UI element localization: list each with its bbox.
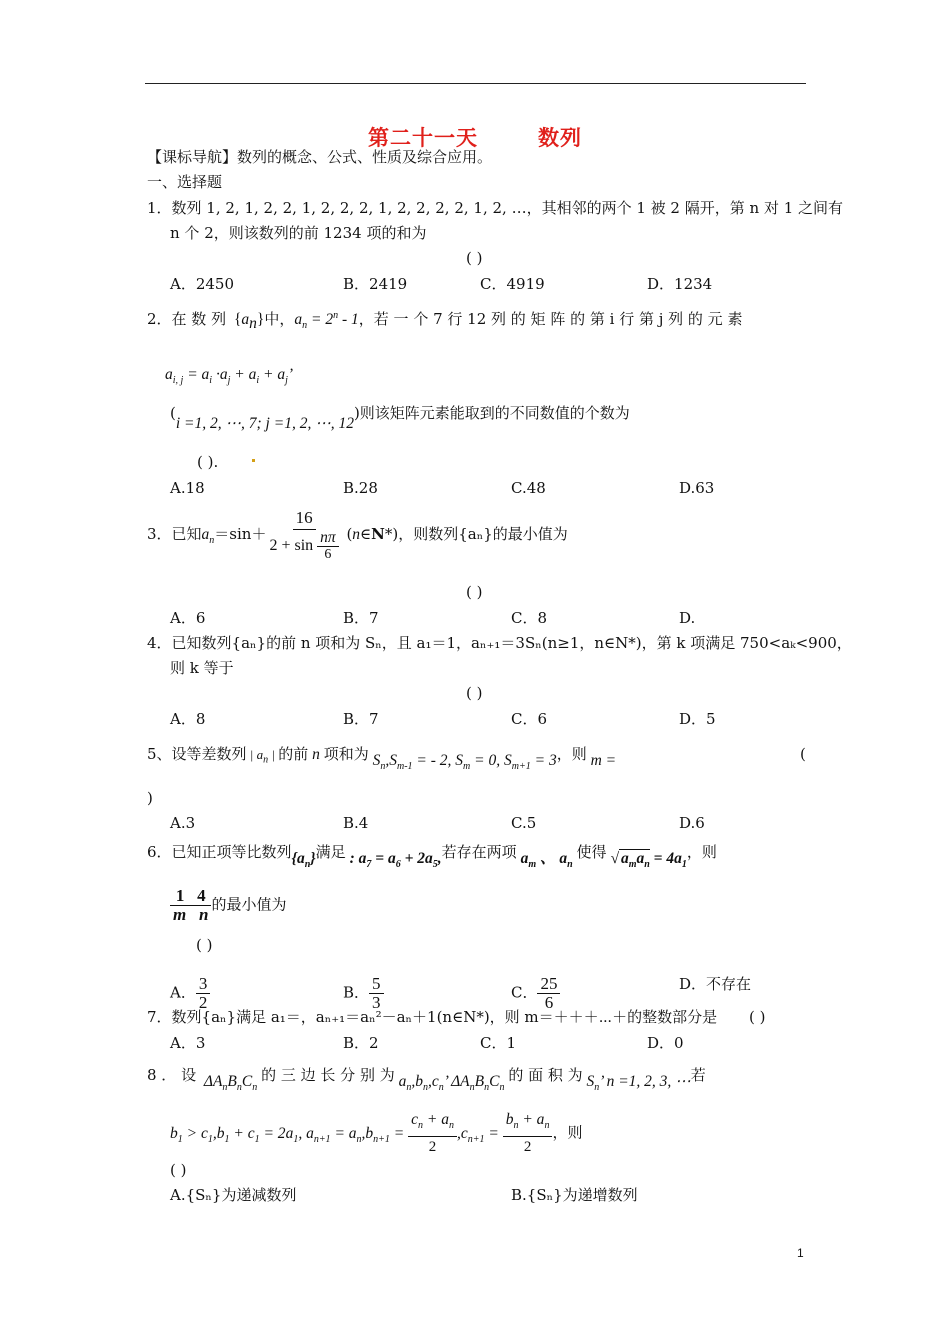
q6-option-d: D．不存在 bbox=[679, 975, 752, 993]
q4-line2: 则 k 等于 bbox=[170, 659, 234, 677]
q7-option-a: A．3 bbox=[170, 1034, 206, 1052]
q6-line1: 6．已知正项等比数列$\{a_n\}$满足 : $a_7 = a_6 + 2a_5$,若存在两项 $a_m$ 、 $a_n$ 使得 √ $a_ma_n = 4a_1$，则 bbox=[147, 843, 717, 871]
q5-option-d: D.6 bbox=[679, 814, 705, 832]
q3-fraction: 16 2 + sin $\frac{n\pi}{6}$ bbox=[266, 507, 341, 563]
intro-text: 【课标导航】数列的概念、公式、性质及综合应用。 bbox=[147, 148, 493, 166]
q2-seq: $\{a_n\}$ bbox=[230, 311, 265, 333]
q2-def: $a_n = 2^n - 1$ bbox=[294, 310, 359, 332]
q3-option-a: A．6 bbox=[170, 609, 206, 627]
q1-option-a: A．2450 bbox=[170, 275, 235, 293]
q6-option-a: A． $\frac{3}{2}$ bbox=[170, 975, 210, 1012]
page-number: 1 bbox=[797, 1246, 804, 1260]
stray-dot bbox=[252, 459, 255, 462]
q2-element-formula: $a_{i, j} = a_i \cdot a_j + a_i + a_j$’ bbox=[165, 366, 294, 387]
q5-option-c: C.5 bbox=[511, 814, 537, 832]
q2-option-a: A.18 bbox=[170, 479, 205, 497]
title-day: 第二十一天 bbox=[368, 126, 478, 150]
q2-range: i =1, 2, ⋯, 7; j =1, 2, ⋯, 12 bbox=[175, 415, 354, 432]
q7-line: 7．数列{aₙ}满足 a₁＝，aₙ₊₁＝aₙ²－aₙ＋1(n∈N*)，则 m＝＋＋＋⋯＋的整数部分是 bbox=[147, 1008, 718, 1026]
title-topic: 数列 bbox=[538, 126, 582, 150]
q2-suffix: ，若 一 个 7 行 12 列 的 矩 阵 的 第 i 行 第 j 列 的 元 素 bbox=[358, 310, 743, 329]
q1-answer-paren: ( ) bbox=[466, 249, 483, 267]
q2-question: )则该矩阵元素能取到的不同数值的个数为 bbox=[353, 404, 630, 422]
q2-option-b: B.28 bbox=[343, 479, 378, 497]
q8-frac-c: $\frac{b_n + a_n}{2}$ bbox=[503, 1110, 553, 1157]
q1-line1: 1．数列 1, 2, 1, 2, 2, 1, 2, 2, 2, 1, 2, 2, 2, 2, 1, 2, …，其相邻的两个 1 被 2 隔开，第 n 对 1 之间有 bbox=[147, 199, 844, 217]
q2-prefix: 2．在 数 列 bbox=[147, 310, 227, 329]
q5-option-b: B.4 bbox=[343, 814, 369, 832]
q3-option-b: B．7 bbox=[343, 609, 379, 627]
q4-line1: 4．已知数列{aₙ}的前 n 项和为 Sₙ，且 a₁＝1，aₙ₊₁＝3Sₙ(n≥1，n∈N*)，第 k 项满足 750<aₖ<900， bbox=[147, 634, 852, 652]
q8-option-b: B.{Sₙ}为递增数列 bbox=[511, 1186, 638, 1204]
q8-frac-b: $\frac{c_n + a_n}{2}$ bbox=[408, 1110, 457, 1157]
q2-line1: 2．在 数 列 $\{a_n\}$中，$a_n = 2^n - 1$，若 一 个 7 行 12 列 的 矩 阵 的 第 i 行 第 j 列 的 元 素 bbox=[147, 310, 743, 333]
q6-option-b: B． $\frac{5}{3}$ bbox=[343, 975, 384, 1012]
q7-option-b: B．2 bbox=[343, 1034, 379, 1052]
q4-answer-paren: ( ) bbox=[466, 684, 483, 702]
q6-option-c-fraction: $\frac{25}{6}$ bbox=[537, 975, 560, 1012]
q8-answer-paren: ( ) bbox=[170, 1161, 187, 1179]
q2-option-c: C.48 bbox=[511, 479, 546, 497]
q2-line3: (i =1, 2, ⋯, 7; j =1, 2, ⋯, 12)则该矩阵元素能取到的不同数值的个数为 bbox=[170, 404, 630, 432]
q2-answer-paren: ( ). bbox=[197, 453, 219, 471]
q4-option-c: C．6 bbox=[511, 710, 548, 728]
q3-option-c: C．8 bbox=[511, 609, 548, 627]
q4-option-d: D．5 bbox=[679, 710, 716, 728]
q4-option-b: B．7 bbox=[343, 710, 379, 728]
q1-line2: n 个 2，则该数列的前 1234 项的和为 bbox=[170, 224, 427, 242]
q1-option-c: C．4919 bbox=[480, 275, 545, 293]
q1-option-b: B．2419 bbox=[343, 275, 408, 293]
q5-option-a: A.3 bbox=[170, 814, 196, 832]
q1-option-d: D．1234 bbox=[647, 275, 713, 293]
section-heading: 一、选择题 bbox=[147, 173, 223, 191]
q5-paren-right: ) bbox=[147, 789, 153, 807]
q6-expr: $\frac{1 4}{\text{m n}}$ bbox=[170, 887, 211, 924]
q6-line2: $\frac{1 4}{\text{m n}}$ 的最小值为 bbox=[170, 887, 286, 924]
q7-option-c: C．1 bbox=[480, 1034, 517, 1052]
q8-option-a: A.{Sₙ}为递减数列 bbox=[170, 1186, 297, 1204]
q6-option-c: C． $\frac{25}{6}$ bbox=[511, 975, 560, 1012]
q6-option-b-fraction: $\frac{5}{3}$ bbox=[369, 975, 384, 1012]
q4-option-a: A．8 bbox=[170, 710, 206, 728]
q7-answer-paren: ( ) bbox=[749, 1008, 766, 1026]
q3-option-d: D. bbox=[679, 609, 696, 627]
q8-line1: 8 ． 设 $\Delta A_nB_nC_n$ 的 三 边 长 分 别 为 $a_n,b_n,c_n$’ $\Delta A_nB_nC_n$ 的 面 积 为 $S_n$’ n =1, 2, 3, ⋯若 bbox=[147, 1066, 706, 1094]
q6-option-a-fraction: $\frac{3}{2}$ bbox=[196, 975, 211, 1012]
q8-line2: $b_1 > c_1,b_1 + c_1 = 2a_1$, $a_{n+1} = a_n,b_{n+1}$ = $\frac{c_n + a_n}{2}$ $,c_{n+1}$ = $\frac{b_n + a_n}{2}$ ，则 bbox=[170, 1111, 583, 1156]
q5-line: 5、设等差数列 | $a_n$ | 的前 n 项和为 $S_n,S_{m-1}$ = - 2, $S_m = 0$, $S_{m+1} = 3$，则 m = bbox=[147, 745, 617, 773]
q3-line: 3．已知$a_n=\sin+$ 16 2 + sin $\frac{n\pi}{6}$ (n∈N*)，则数列{aₙ}的最小值为 bbox=[147, 508, 568, 562]
q5-paren-left: ( bbox=[800, 745, 806, 763]
q6-answer-paren: ( ) bbox=[196, 936, 213, 954]
header-rule bbox=[145, 83, 806, 84]
q3-answer-paren: ( ) bbox=[466, 583, 483, 601]
q2-option-d: D.63 bbox=[679, 479, 715, 497]
q7-option-d: D．0 bbox=[647, 1034, 684, 1052]
